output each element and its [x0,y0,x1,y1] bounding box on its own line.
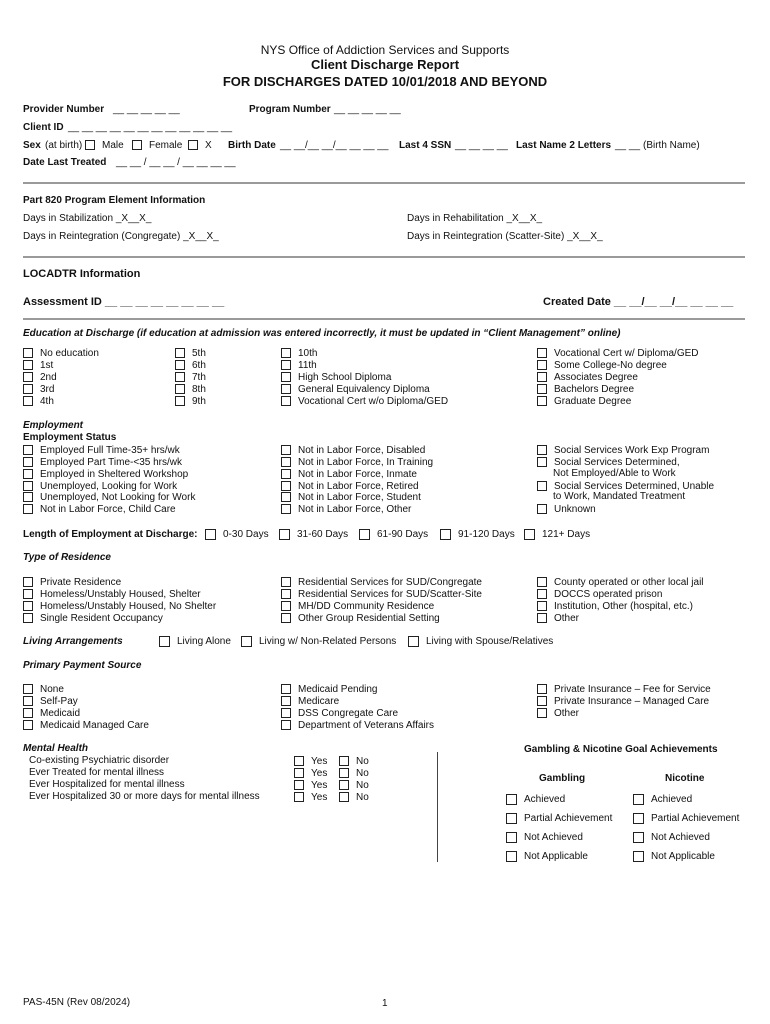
assessment-id-field[interactable]: Assessment ID __ __ __ __ __ __ __ __ [23,296,225,308]
checkbox-icon[interactable] [85,140,95,150]
mh-no-option[interactable]: No [339,755,369,767]
mh-no-option[interactable]: No [339,767,369,779]
employment-option[interactable]: Not in Labor Force, Student [281,491,421,503]
mental-health-item: Ever Treated for mental illness [29,767,165,778]
checkbox-icon[interactable] [241,636,252,647]
education-option[interactable]: 8th [175,383,206,395]
checkbox-icon[interactable] [440,529,451,540]
employment-option[interactable]: Not in Labor Force, Retired [281,480,419,492]
checkbox-icon[interactable] [537,696,547,706]
checkbox-icon[interactable] [281,589,291,599]
nicotine-option[interactable]: Not Achieved [633,831,710,843]
part820-heading: Part 820 Program Element Information [23,195,206,206]
last4-ssn-field[interactable]: __ __ __ __ [455,140,508,151]
program-number-label: Program Number [249,104,331,115]
education-option[interactable]: 10th [281,347,317,359]
checkbox-icon[interactable] [23,601,33,611]
employment-option[interactable]: Social Services Determined, [537,456,680,468]
residence-option[interactable]: Other [537,612,579,624]
mental-health-heading: Mental Health [23,743,89,754]
checkbox-icon[interactable] [23,360,33,370]
locadtr-heading: LOCADTR Information [23,268,141,280]
checkbox-icon[interactable] [281,601,291,611]
checkbox-icon[interactable] [537,481,547,491]
checkbox-icon[interactable] [294,768,304,778]
nicotine-heading: Nicotine [665,773,705,784]
checkbox-icon[interactable] [23,577,33,587]
checkbox-icon[interactable] [339,780,349,790]
checkbox-icon[interactable] [175,396,185,406]
living-arrangement-option[interactable]: Living Alone [159,635,231,647]
days-stabilization[interactable]: Days in Stabilization _X__X_ [23,213,152,224]
client-id-field[interactable]: __ __ __ __ __ __ __ __ __ __ __ __ [68,122,233,133]
section-divider [23,182,745,184]
checkbox-icon[interactable] [359,529,370,540]
employment-status-heading: Employment Status [23,432,117,443]
checkbox-icon[interactable] [294,756,304,766]
checkbox-icon[interactable] [537,601,547,611]
checkbox-icon[interactable] [294,792,304,802]
checkbox-icon[interactable] [281,481,291,491]
education-option[interactable]: Graduate Degree [537,395,631,407]
checkbox-icon[interactable] [506,832,517,843]
checkbox-icon[interactable] [281,384,291,394]
residence-heading: Type of Residence [23,552,111,563]
checkbox-icon[interactable] [506,813,517,824]
date-last-treated-label: Date Last Treated [23,157,107,168]
page-number: 1 [382,998,388,1009]
mental-health-item: Ever Hospitalized for mental illness [29,779,185,790]
checkbox-icon[interactable] [188,140,198,150]
employment-option[interactable]: Employed in Sheltered Workshop [23,468,188,480]
mh-no-option[interactable]: No [339,791,369,803]
days-rehabilitation[interactable]: Days in Rehabilitation _X__X_ [407,213,543,224]
section-divider [23,318,745,320]
last4-ssn-label: Last 4 SSN [399,140,452,151]
living-arrangement-option[interactable]: Living w/ Non-Related Persons [241,635,396,647]
checkbox-icon[interactable] [339,768,349,778]
checkbox-icon[interactable] [23,457,33,467]
checkbox-icon[interactable] [23,492,33,502]
employment-length-option[interactable]: 31-60 Days [279,528,348,540]
checkbox-icon[interactable] [537,396,547,406]
nicotine-option[interactable]: Partial Achievement [633,812,739,824]
sex-note: (at birth) [45,140,83,151]
checkbox-icon[interactable] [205,529,216,540]
checkbox-icon[interactable] [506,794,517,805]
checkbox-icon[interactable] [23,684,33,694]
education-option[interactable]: Vocational Cert w/o Diploma/GED [281,395,448,407]
checkbox-icon[interactable] [23,720,33,730]
checkbox-icon[interactable] [633,832,644,843]
checkbox-icon[interactable] [23,613,33,623]
checkbox-icon[interactable] [281,504,291,514]
employment-option[interactable]: Social Services Determined, Unable [537,480,714,492]
payment-option[interactable]: Private Insurance – Fee for Service [537,683,711,695]
client-id-label: Client ID [23,122,64,133]
residence-option[interactable]: Residential Services for SUD/Congregate [281,576,482,588]
checkbox-icon[interactable] [537,684,547,694]
sex-label: Sex [23,140,41,151]
checkbox-icon[interactable] [281,457,291,467]
gambling-option[interactable]: Not Achieved [506,831,583,843]
employment-length-option[interactable]: 121+ Days [524,528,590,540]
checkbox-icon[interactable] [23,445,33,455]
checkbox-icon[interactable] [537,589,547,599]
checkbox-icon[interactable] [633,851,644,862]
checkbox-icon[interactable] [281,360,291,370]
payment-option[interactable]: Self-Pay [23,695,78,707]
employment-option[interactable]: Employed Full Time-35+ hrs/wk [23,444,180,456]
mental-health-item: Co-existing Psychiatric disorder [29,755,170,766]
checkbox-icon[interactable] [23,589,33,599]
checkbox-icon[interactable] [175,360,185,370]
checkbox-icon[interactable] [537,457,547,467]
payment-option[interactable]: Medicaid [23,707,80,719]
checkbox-icon[interactable] [281,348,291,358]
employment-length-option[interactable]: 61-90 Days [359,528,428,540]
checkbox-icon[interactable] [408,636,419,647]
checkbox-icon[interactable] [23,708,33,718]
checkbox-icon[interactable] [281,613,291,623]
checkbox-icon[interactable] [175,348,185,358]
residence-option[interactable]: Single Resident Occupancy [23,612,163,624]
report-subtitle: FOR DISCHARGES DATED 10/01/2018 AND BEYOND [222,74,548,89]
checkbox-icon[interactable] [23,696,33,706]
last-name-label: Last Name 2 Letters [516,140,612,151]
checkbox-icon[interactable] [281,684,291,694]
checkbox-icon[interactable] [281,372,291,382]
payment-option[interactable]: Medicaid Managed Care [23,719,149,731]
checkbox-icon[interactable] [524,529,535,540]
gambling-option[interactable]: Partial Achievement [506,812,612,824]
checkbox-icon[interactable] [537,360,547,370]
education-option[interactable]: 5th [175,347,206,359]
employment-length-option[interactable]: 91-120 Days [440,528,515,540]
created-date-field[interactable]: Created Date __ __/__ __/__ __ __ __ [543,296,734,308]
nicotine-option[interactable]: Not Applicable [633,850,715,862]
payment-option[interactable]: Medicaid Pending [281,683,378,695]
residence-option[interactable]: Homeless/Unstably Housed, Shelter [23,588,201,600]
employment-heading: Employment [23,420,84,431]
residence-option[interactable]: Institution, Other (hospital, etc.) [537,600,693,612]
residence-option[interactable]: Other Group Residential Setting [281,612,440,624]
residence-option[interactable]: DOCCS operated prison [537,588,662,600]
mental-health-item: Ever Hospitalized 30 or more days for mental illness [29,791,260,802]
gambling-heading: Gambling [539,773,586,784]
payment-option[interactable]: Private Insurance – Managed Care [537,695,709,707]
checkbox-icon[interactable] [23,384,33,394]
education-option[interactable]: 7th [175,371,206,383]
employment-length-label: Length of Employment at Discharge: [23,529,198,540]
residence-option[interactable]: Homeless/Unstably Housed, No Shelter [23,600,216,612]
residence-option[interactable]: County operated or other local jail [537,576,704,588]
education-option[interactable]: Bachelors Degree [537,383,634,395]
education-option[interactable]: Associates Degree [537,371,638,383]
education-option[interactable]: 6th [175,359,206,371]
mh-yes-option[interactable]: Yes [294,779,327,791]
education-option[interactable]: 4th [23,395,54,407]
checkbox-icon[interactable] [281,492,291,502]
living-arrangements-label: Living Arrangements [23,636,123,647]
checkbox-icon[interactable] [537,708,547,718]
last-name-field[interactable]: __ __ [615,140,641,151]
education-option[interactable]: 1st [23,359,53,371]
education-option[interactable]: Vocational Cert w/ Diploma/GED [537,347,699,359]
checkbox-icon[interactable] [23,348,33,358]
checkbox-icon[interactable] [537,613,547,623]
checkbox-icon[interactable] [175,384,185,394]
employment-option[interactable]: Not in Labor Force, Inmate [281,468,417,480]
employment-length-option[interactable]: 0-30 Days [205,528,269,540]
checkbox-icon[interactable] [281,696,291,706]
last-name-note: (Birth Name) [643,140,700,151]
days-reintegration-scatter[interactable]: Days in Reintegration (Scatter-Site) _X__X_ [407,231,603,242]
checkbox-icon[interactable] [339,756,349,766]
checkbox-icon[interactable] [281,708,291,718]
sex-option-x[interactable]: X [188,139,212,151]
birth-date-label: Birth Date [228,140,276,151]
employment-option[interactable]: Unemployed, Not Looking for Work [23,491,195,503]
goals-heading: Gambling & Nicotine Goal Achievements [524,744,718,755]
checkbox-icon[interactable] [537,372,547,382]
payment-heading: Primary Payment Source [23,660,142,671]
education-option[interactable]: 11th [281,359,317,371]
employment-option-continued: Not Employed/Able to Work [553,468,676,479]
employment-option[interactable]: Unemployed, Looking for Work [23,480,177,492]
employment-option[interactable]: Employed Part Time-<35 hrs/wk [23,456,182,468]
checkbox-icon[interactable] [159,636,170,647]
checkbox-icon[interactable] [132,140,142,150]
checkbox-icon[interactable] [633,794,644,805]
education-option[interactable]: General Equivalency Diploma [281,383,430,395]
provider-number-label: Provider Number [23,104,105,115]
checkbox-icon[interactable] [23,481,33,491]
education-option[interactable]: High School Diploma [281,371,391,383]
payment-option[interactable]: Other [537,707,579,719]
education-option[interactable]: No education [23,347,99,359]
gambling-option[interactable]: Achieved [506,793,565,805]
checkbox-icon[interactable] [633,813,644,824]
section-divider-vertical [437,752,438,862]
checkbox-icon[interactable] [281,396,291,406]
checkbox-icon[interactable] [537,384,547,394]
sex-option-male[interactable]: Male [85,139,124,151]
employment-option[interactable]: Not in Labor Force, Child Care [23,503,176,515]
section-divider [23,256,745,258]
checkbox-icon[interactable] [506,851,517,862]
mh-yes-option[interactable]: Yes [294,755,327,767]
checkbox-icon[interactable] [23,396,33,406]
checkbox-icon[interactable] [537,348,547,358]
agency-name: NYS Office of Addiction Services and Supports [260,43,510,57]
program-number-field[interactable]: __ __ __ __ __ [334,104,401,115]
employment-option-continued: to Work, Mandated Treatment [553,491,686,502]
living-arrangement-option[interactable]: Living with Spouse/Relatives [408,635,553,647]
checkbox-icon[interactable] [23,504,33,514]
payment-option[interactable]: None [23,683,64,695]
checkbox-icon[interactable] [281,577,291,587]
days-reintegration-congregate[interactable]: Days in Reintegration (Congregate) _X__X_ [23,231,219,242]
checkbox-icon[interactable] [281,720,291,730]
checkbox-icon[interactable] [23,469,33,479]
payment-option[interactable]: Medicare [281,695,339,707]
employment-option[interactable]: Not in Labor Force, In Training [281,456,433,468]
checkbox-icon[interactable] [279,529,290,540]
payment-option[interactable]: Department of Veterans Affairs [281,719,434,731]
checkbox-icon[interactable] [537,504,547,514]
form-id: PAS-45N (Rev 08/2024) [23,997,131,1008]
checkbox-icon[interactable] [294,780,304,790]
mh-yes-option[interactable]: Yes [294,791,327,803]
education-option[interactable]: 9th [175,395,206,407]
residence-option[interactable]: Private Residence [23,576,121,588]
education-heading: Education at Discharge (if education at admission was entered incorrectly, it must be updated in “Client Management” online) [23,328,621,339]
nicotine-option[interactable]: Achieved [633,793,692,805]
checkbox-icon[interactable] [339,792,349,802]
gambling-option[interactable]: Not Applicable [506,850,588,862]
education-option[interactable]: 2nd [23,371,57,383]
checkbox-icon[interactable] [537,445,547,455]
checkbox-icon[interactable] [175,372,185,382]
residence-option[interactable]: MH/DD Community Residence [281,600,434,612]
checkbox-icon[interactable] [537,577,547,587]
checkbox-icon[interactable] [23,372,33,382]
birth-date-field[interactable]: __ __/__ __/__ __ __ __ [280,140,389,151]
employment-option[interactable]: Not in Labor Force, Disabled [281,444,425,456]
checkbox-icon[interactable] [281,469,291,479]
residence-option[interactable]: Residential Services for SUD/Scatter-Site [281,588,482,600]
checkbox-icon[interactable] [281,445,291,455]
employment-option[interactable]: Not in Labor Force, Other [281,503,411,515]
education-option[interactable]: 3rd [23,383,54,395]
report-title: Client Discharge Report [310,57,460,72]
date-last-treated-field[interactable]: __ __ / __ __ / __ __ __ __ [116,157,236,168]
provider-number-field[interactable]: __ __ __ __ __ [113,104,180,115]
mh-no-option[interactable]: No [339,779,369,791]
sex-option-female[interactable]: Female [132,139,182,151]
mh-yes-option[interactable]: Yes [294,767,327,779]
education-option[interactable]: Some College-No degree [537,359,667,371]
payment-option[interactable]: DSS Congregate Care [281,707,398,719]
employment-option[interactable]: Unknown [537,503,596,515]
employment-option[interactable]: Social Services Work Exp Program [537,444,709,456]
